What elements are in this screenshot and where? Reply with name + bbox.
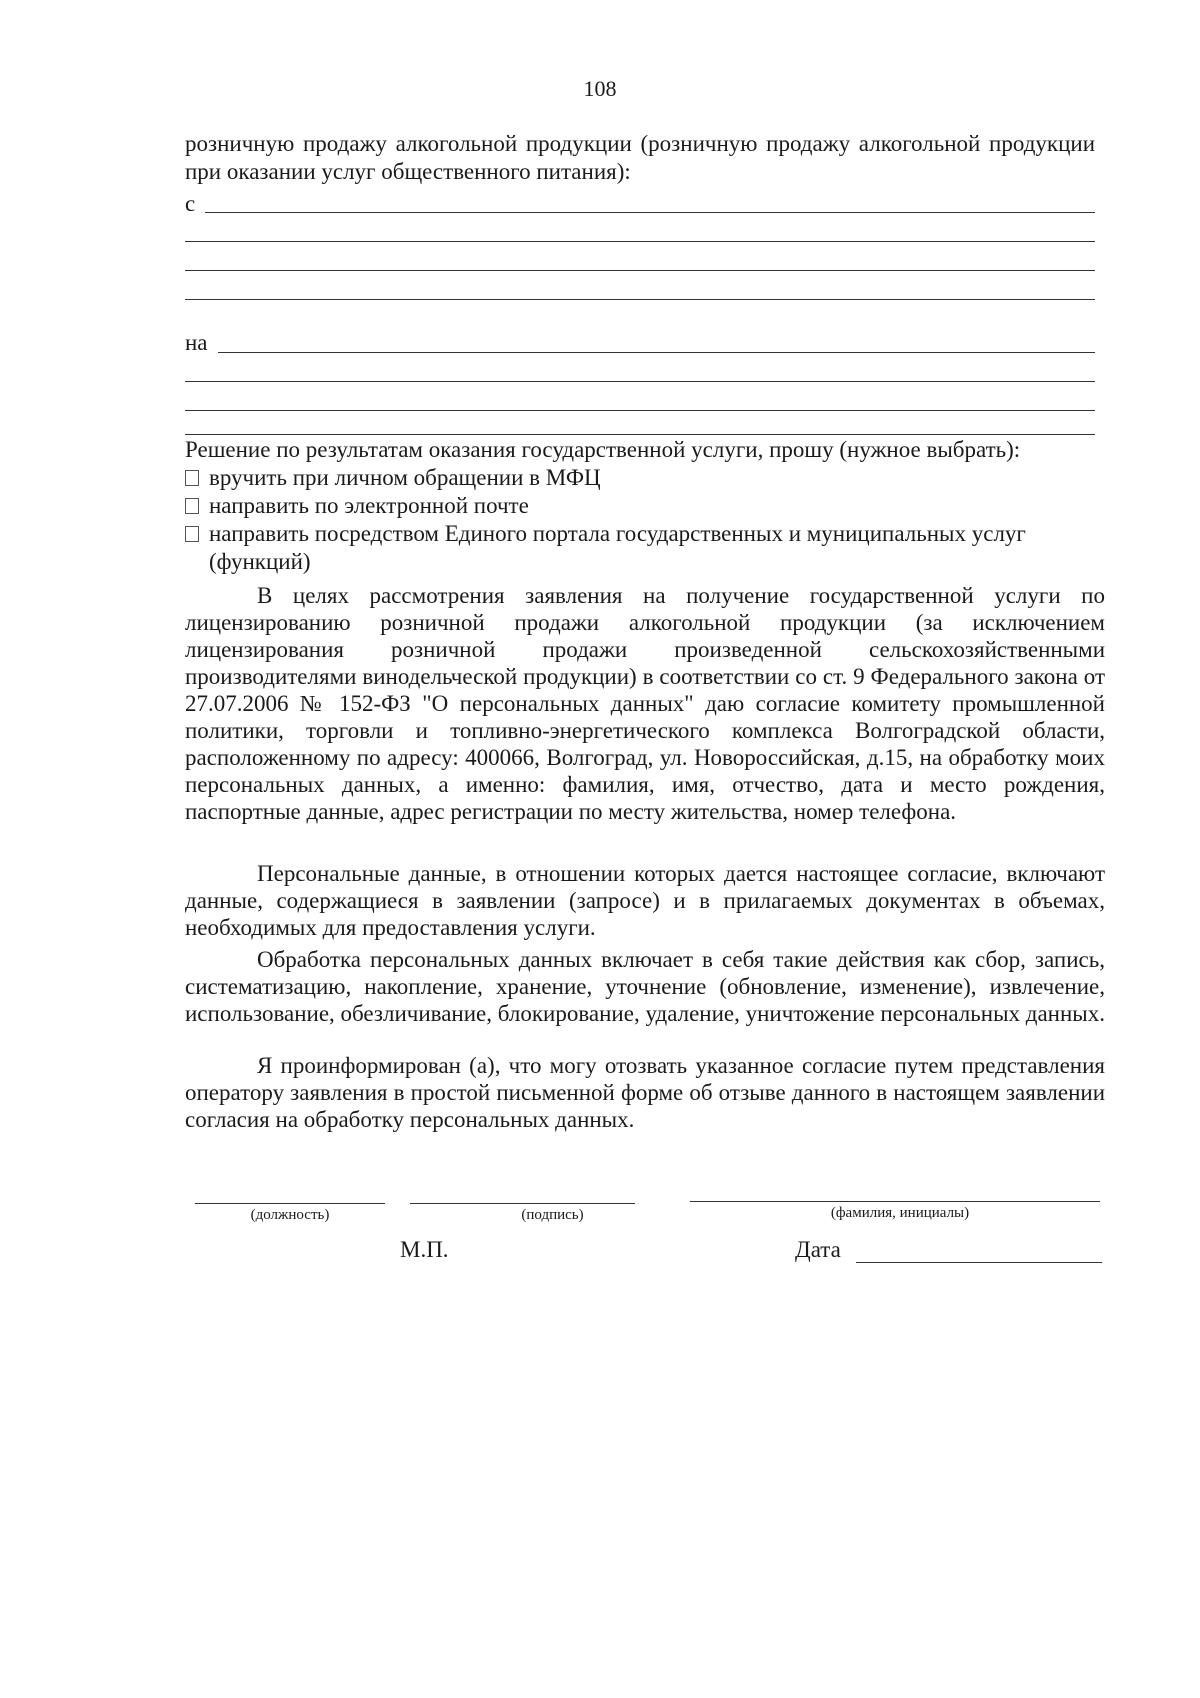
from-fill-line-2[interactable] (185, 241, 1095, 242)
option-portal[interactable] (185, 520, 1105, 576)
option-mfc[interactable] (185, 464, 1105, 492)
checkbox-icon[interactable] (185, 470, 199, 486)
name-line[interactable] (690, 1201, 1100, 1202)
decision-heading: Решение по результатам оказания государственной услуги, прошу (нужное выбрать): (185, 437, 1021, 462)
option-portal-label: направить посредством Единого портала государственных и муниципальных услуг (функций) (209, 521, 1026, 574)
checkbox-icon[interactable] (185, 526, 199, 542)
revocation-paragraph: Я проинформирован (а), что могу отозвать указанное согласие путем представления оператору заявления в простой письменной форме об отзыве данного в настоящем заявлении согласия на обработку персональных данных. (185, 1053, 1105, 1132)
from-label: с (185, 191, 196, 216)
checkbox-icon[interactable] (185, 498, 199, 514)
position-caption: (должность) (250, 1207, 330, 1223)
date-label: Дата (795, 1237, 841, 1262)
to-fill-line-4[interactable] (185, 434, 1095, 435)
consent-paragraph: В целях рассмотрения заявления на получение государственной услуги по лицензированию розничной продажи алкогольной продукции (за исключением лицензирования розничной продажи произведенной сельскохозяйственными производителями винодельческой продукции) в соответствии со ст. 9 Федерального закона от 27.07.2006 № 152-ФЗ "О персональных данных" даю согласие комитету промышленной политики, торговли и топливно-энергетического комплекса Волгоградской области, расположенному по адресу: 400066, Волгоград, ул. Новороссийская, д.15, на обработку моих персональных данных, а именно: фамилия, имя, отчество, дата и место рождения, паспортные данные, адрес регистрации по месту жительства, номер телефона. (185, 583, 1105, 824)
to-fill-line-2[interactable] (185, 381, 1095, 382)
from-fill-line-3[interactable] (185, 270, 1095, 271)
intro-text: розничную продажу алкогольной продукции (розничную продажу алкогольной продукции при оказании услуг общественного питания): (185, 131, 1095, 184)
date-fill-line[interactable] (856, 1262, 1102, 1263)
signature-line[interactable] (410, 1203, 635, 1204)
processing-paragraph: Обработка персональных данных включает в себя такие действия как сбор, запись, систематизацию, накопление, хранение, уточнение (обновление, изменение), извлечение, использование, обезличивание, блокирование, удаление, уничтожение персональных данных. (185, 947, 1105, 1026)
from-fill-line-1[interactable] (205, 212, 1095, 213)
option-email[interactable] (185, 492, 1105, 520)
to-label: на (185, 330, 208, 355)
option-email-label: направить по электронной почте (209, 493, 529, 518)
stamp-label: М.П. (400, 1237, 449, 1262)
page-number: 108 (583, 76, 617, 101)
data-scope-paragraph: Персональные данные, в отношении которых дается настоящее согласие, включают данные, содержащиеся в заявлении (запросе) и в прилагаемых документах в объемах, необходимых для предоставления услуги. (185, 861, 1105, 940)
signature-caption: (подпись) (521, 1207, 584, 1223)
decision-block (185, 436, 1105, 576)
name-caption: (фамилия, инициалы) (830, 1205, 970, 1221)
to-fill-line-3[interactable] (185, 410, 1095, 411)
from-fill-line-4[interactable] (185, 299, 1095, 300)
position-line[interactable] (195, 1203, 385, 1204)
to-fill-line-1[interactable] (218, 352, 1095, 353)
option-mfc-label: вручить при личном обращении в МФЦ (209, 465, 601, 490)
